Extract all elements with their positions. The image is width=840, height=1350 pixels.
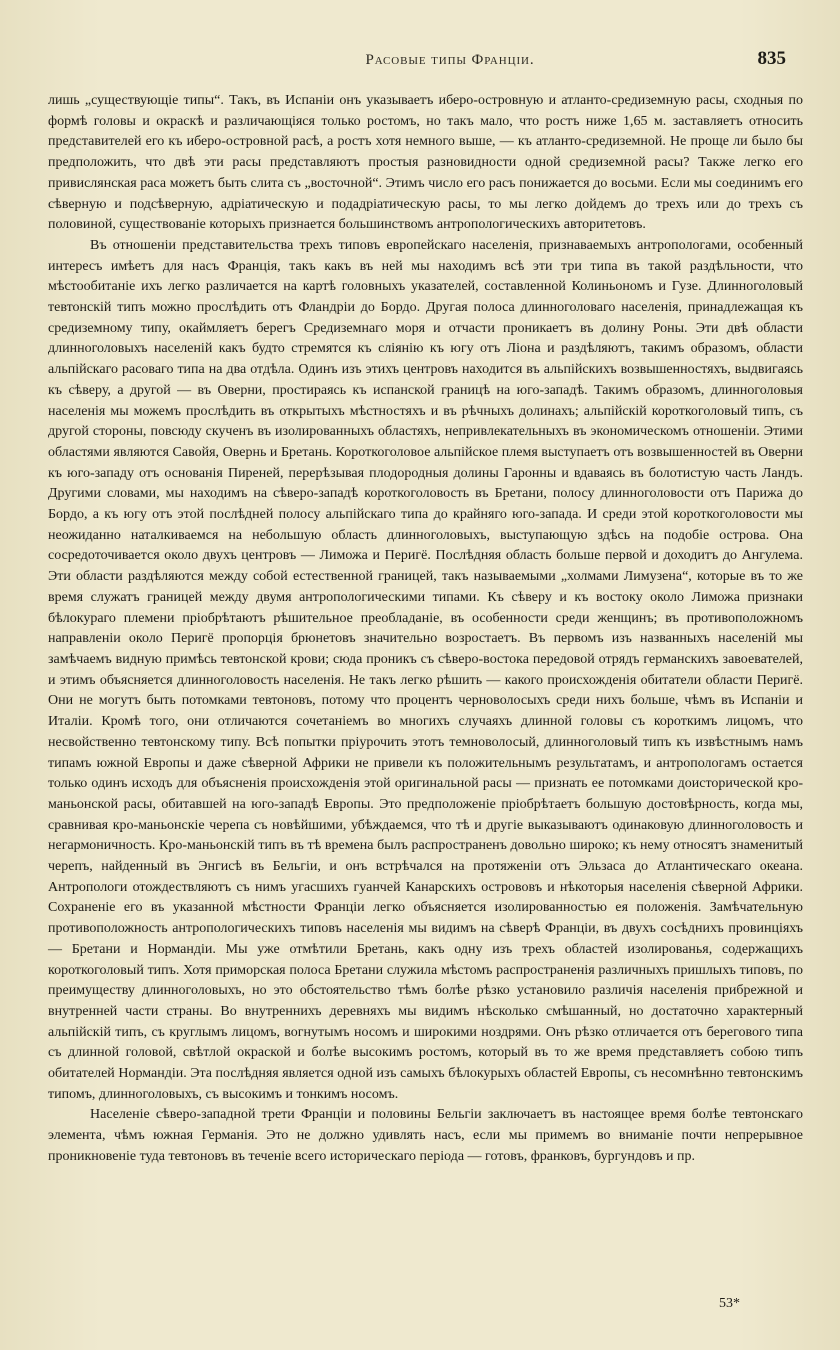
running-title: Расовые типы Франціи.: [365, 52, 535, 68]
paragraph-continuation: лишь „существующіе типы“. Такъ, въ Испаніи онъ указываетъ иберо-островную и атланто-средиземную расы, сходныя по формѣ головы и окраскѣ и различающіяся только ростомъ, но такъ мало, что ростъ ниже 1,65 м. заставляетъ относить представителей его къ иберо-островной расѣ, а ростъ хотя немного выше, — къ атланто-средиземной. Не проще ли было бы предположить, что двѣ эти расы представляютъ простыя разновидности одной средиземной расы? Также легко его привислянская раса можетъ быть слита съ „восточной“. Этимъ число его расъ понижается до восьми. Если мы соединимъ его сѣверную и подсѣверную, адріатическую и подадріатическую расы, то мы легко дойдемъ до трехъ или до трехъ съ половиной, существованіе которыхъ признается большинствомъ антропологическихъ авторитетовъ.: [48, 93, 803, 233]
signature-mark: 53*: [719, 1296, 740, 1311]
page-header: [100, 44, 800, 74]
paragraph: Населеніе сѣверо-западной трети Франціи и половины Бельгіи заключаетъ въ настоящее время болѣе тевтонскаго элемента, чѣмъ южная Германія. Это не должно удивлять насъ, если мы примемъ во вниманіе почти непрерывное проникновеніе туда тевтоновъ въ теченіе всего историческаго періода — готовъ, франковъ, бургундовъ и пр.: [48, 1107, 803, 1164]
paragraph: Въ отношеніи представительства трехъ типовъ европейскаго населенія, признаваемыхъ антропологами, особенный интересъ имѣетъ для насъ Франція, такъ какъ въ ней мы находимъ всѣ эти три типа въ такой раздѣльности, что мѣстообитаніе ихъ легко различается на картѣ головныхъ указателей, составленной Колиньономъ и Гузе. Длинноголовый тевтонскій типъ можно прослѣдить отъ Фландріи до Бордо. Другая полоса длинноголоваго населенія, принадлежащая къ средиземному типу, окаймляетъ берегъ Средиземнаго моря и отчасти проникаетъ въ долину Роны. Эти двѣ области длинноголовыхъ населеній какъ будто стремятся къ сліянію къ югу отъ Ліона и раздѣляютъ, такимъ образомъ, области альпійскаго расоваго типа на два отдѣла. Одинъ изъ этихъ центровъ находится въ альпійскихъ возвышенностяхъ, выдвигаясь къ сѣверу, а другой — въ Оверни, простираясь къ испанской границѣ на юго-западѣ. Такимъ образомъ, длинноголовыя населенія мы можемъ прослѣдить въ открытыхъ мѣстностяхъ и въ рѣчныхъ долинахъ; альпійскій короткоголовый типъ, съ другой стороны, повсюду скученъ въ изолированныхъ областяхъ, непривлекательныхъ въ экономическомъ отношеніи. Этими областями являются Савойя, Овернь и Бретань. Короткоголовое альпійское племя выступаетъ отъ возвышенностей въ Оверни къ юго-западу отъ основанія Пиреней, перерѣзывая плодородныя долины Гаронны и вдаваясь въ болотистую часть Ландъ. Другими словами, мы находимъ на сѣверо-западѣ короткоголовость въ Бретани, полосу длинноголовости отъ Парижа до Бордо, а къ югу отъ этой послѣдней полосу альпійскаго типа до крайняго юго-запада. И среди этой короткоголовости мы неожиданно наталкиваемся на небольшую область длинноголовыхъ, выступающую здѣсь на подобіе острова. Она сосредоточивается около двухъ центровъ — Лиможа и Перигё. Послѣдняя область больше первой и доходитъ до Ангулема. Эти области раздѣляются между собой естественной границей, такъ называемыми „холмами Лимузена“, которые въ то же время служатъ границей между двумя антропологическими типами. Къ сѣверу и къ востоку около Лиможа признаки бѣлокураго племени пріобрѣтаютъ рѣшительное преобладаніе, въ особенности среди женщинъ; въ противоположномъ направленіи около Перигё пропорція брюнетовъ значительно возростаетъ. Въ первомъ изъ названныхъ населеній мы замѣчаемъ видную примѣсь тевтонской крови; сюда проникъ съ сѣверо-востока передовой отрядъ германскихъ завоевателей, и этимъ объясняется длинноголовость населенія. Не такъ легко рѣшить — какого происхожденія обитатели области Перигё. Они не могутъ быть потомками тевтоновъ, потому что процентъ черноволосыхъ среди нихъ больше, чѣмъ въ Испаніи и Италіи. Кромѣ того, они отличаются сочетаніемъ во многихъ случаяхъ длинной головы съ короткимъ лицомъ, что несвойственно тевтонскому типу. Всѣ попытки пріурочить этотъ темноволосый, длинноголовый типъ къ извѣстнымъ намъ типамъ южной Европы и даже сѣверной Африки не привели къ положительнымъ результатамъ, и антропологамъ остается только одинъ исходъ для объясненія происхожденія этой оригинальной расы — признать ее потомками доисторической кро-маньонской расы, обитавшей на юго-западѣ Европы. Это предположеніе пріобрѣтаетъ большую достовѣрность, когда мы, сравнивая кро-маньонскіе черепа съ новѣйшими, убѣждаемся, что тѣ и другіе выказываютъ одинаковую длинноголовость и негармоничность. Кро-маньонскій типъ въ тѣ времена былъ распространенъ довольно широко; къ нему относятъ знаменитый черепъ, найденный въ Энгисѣ въ Бельгіи, и онъ встрѣчался на протяженіи отъ Эльзаса до Атлантическаго океана. Антропологи отождествляютъ съ нимъ угасшихъ гуанчей Канарскихъ острововъ и нѣкоторыя населенія сѣверной Африки. Сохраненіе его въ указанной мѣстности Франціи легко объясняется изолированностью ея положенія. Замѣчательную противоположность антропологическихъ типовъ населенія мы видимъ на сѣверѣ Франціи, въ двухъ сосѣднихъ провинціяхъ — Бретани и Нормандіи. Мы уже отмѣтили Бретань, какъ одну изъ трехъ областей изолированья, содержащихъ короткоголовый типъ. Хотя приморская полоса Бретани служила мѣстомъ распространенія различныхъ пришлыхъ типовъ, по преимуществу длинноголовыхъ, но это обстоятельство тѣмъ болѣе рѣзко установило различія населенія прибрежной и внутренней части страны. Во внутреннихъ деревняхъ мы видимъ нѣсколько смѣшанный, но достаточно характерный альпійскій типъ, съ круглымъ лицомъ, вогнутымъ носомъ и широкими ноздрями. Онъ рѣзко отличается отъ берегового типа съ длинной головой, свѣтлой окраской и болѣе высокимъ ростомъ, который въ то же время представляетъ собою типъ обитателей Нормандіи. Эта послѣдняя является одной изъ самыхъ бѣлокурыхъ областей Европы, съ несомнѣнно тевтонскимъ типомъ, длинноголовыхъ, съ высокимъ и тонкимъ носомъ.: [48, 237, 803, 1102]
page-number: 835: [757, 48, 786, 69]
body-text: [48, 91, 803, 1168]
